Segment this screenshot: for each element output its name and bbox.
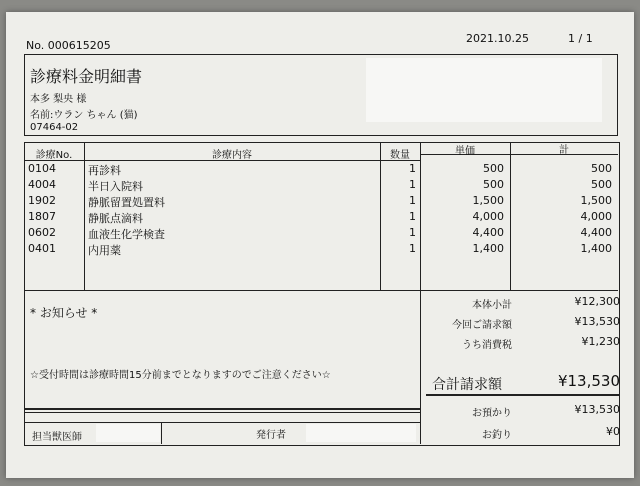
header-price: 単価 [455, 146, 475, 157]
row-total: 1,500 [580, 194, 612, 207]
row-code: 0401 [28, 242, 56, 255]
row-total: 4,000 [580, 210, 612, 223]
row-qty: 1 [409, 162, 416, 175]
receipt-number: No. 000615205 [26, 39, 111, 52]
redacted-issuer-name [306, 424, 416, 442]
row-price: 4,000 [472, 210, 504, 223]
row-code: 1902 [28, 194, 56, 207]
row-item: 静脈点滴料 [88, 212, 143, 225]
row-qty: 1 [409, 194, 416, 207]
row-price: 1,500 [472, 194, 504, 207]
vet-label: 担当獣医師 [32, 432, 82, 443]
notice-body: ☆受付時間は診療時間15分前までとなりますのでご注意ください☆ [30, 370, 331, 381]
received-label: お預かり [472, 408, 512, 419]
row-total: 1,400 [580, 242, 612, 255]
row-price: 1,400 [472, 242, 504, 255]
issue-date: 2021.10.25 [466, 32, 529, 45]
header-qty: 数量 [390, 150, 410, 161]
billed-value: ¥13,530 [574, 315, 620, 328]
receipt-paper [6, 12, 634, 478]
header-item: 診療内容 [212, 150, 252, 161]
grand-total-label: 合計請求額 [432, 377, 502, 393]
row-code: 1807 [28, 210, 56, 223]
row-total: 4,400 [580, 226, 612, 239]
change-label: お釣り [482, 430, 512, 441]
row-qty: 1 [409, 210, 416, 223]
billed-label: 今回ご請求額 [452, 320, 512, 331]
change-value: ¥0 [606, 425, 620, 438]
row-qty: 1 [409, 226, 416, 239]
received-value: ¥13,530 [574, 403, 620, 416]
row-item: 静脈留置処置料 [88, 196, 165, 209]
row-price: 500 [483, 178, 504, 191]
subtotal-value: ¥12,300 [574, 295, 620, 308]
tax-label: うち消費税 [462, 340, 512, 351]
document-title: 診療料金明細書 [30, 67, 143, 86]
header-code: 診療No. [35, 150, 73, 161]
subtotal-label: 本体小計 [472, 300, 512, 311]
grand-total-value: ¥13,530 [557, 372, 620, 390]
row-total: 500 [591, 178, 612, 191]
row-qty: 1 [409, 178, 416, 191]
row-item: 血液生化学検査 [88, 228, 165, 241]
row-item: 再診料 [88, 164, 121, 177]
redacted-clinic-info [366, 58, 602, 122]
row-code: 4004 [28, 178, 56, 191]
pet-name: 名前:ウラン ちゃん (猫) [30, 110, 138, 121]
row-total: 500 [591, 162, 612, 175]
redacted-vet-name [96, 424, 160, 442]
row-code: 0602 [28, 226, 56, 239]
header-total: 計 [559, 145, 569, 156]
row-item: 半日入院料 [88, 180, 143, 193]
owner-name: 本多 梨央 様 [30, 94, 87, 105]
notice-title: * お知らせ * [30, 306, 98, 320]
row-qty: 1 [409, 242, 416, 255]
tax-value: ¥1,230 [581, 335, 620, 348]
row-price: 500 [483, 162, 504, 175]
row-price: 4,400 [472, 226, 504, 239]
page-number: 1 / 1 [568, 32, 593, 45]
issuer-label: 発行者 [256, 430, 286, 441]
patient-id: 07464-02 [30, 122, 79, 133]
row-code: 0104 [28, 162, 56, 175]
row-item: 内用薬 [88, 244, 121, 257]
